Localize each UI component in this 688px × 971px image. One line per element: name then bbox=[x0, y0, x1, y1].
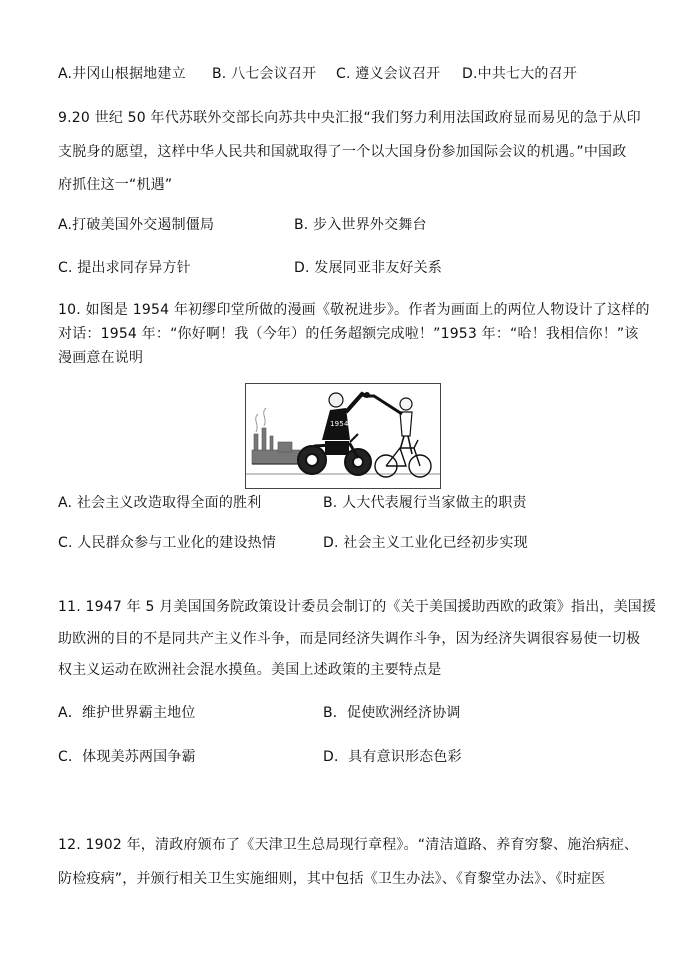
q11-option-c: C．体现美苏两国争霸 bbox=[58, 749, 196, 765]
motorcycle bbox=[298, 434, 371, 475]
cartoon-illustration bbox=[246, 384, 440, 488]
q10-stem-line-3: 漫画意在说明 bbox=[58, 350, 144, 366]
cartoon-figure bbox=[245, 383, 441, 489]
q12-stem-line-1: 12. 1902 年，清政府颁布了《天津卫生总局现行章程》。“清洁道路、养育穷黎、施治病症、 bbox=[58, 837, 639, 853]
q9-option-d: D. 发展同亚非友好关系 bbox=[294, 260, 443, 276]
q10-option-c: C. 人民群众参与工业化的建设热情 bbox=[58, 535, 277, 551]
q11-stem-line-1: 11. 1947 年 5 月美国国务院政策设计委员会制订的《关于美国援助西欧的政策》指出，美国援 bbox=[58, 599, 657, 615]
rider-label-1954: 1954 bbox=[330, 420, 349, 428]
q8-option-a: A.井冈山根据地建立 bbox=[58, 66, 186, 82]
q10-option-a: A. 社会主义改造取得全面的胜利 bbox=[58, 495, 262, 511]
q11-option-b: B．促使欧洲经济协调 bbox=[323, 705, 461, 721]
q9-option-b: B. 步入世界外交舞台 bbox=[294, 217, 427, 233]
q11-stem-line-2: 助欧洲的目的不是同共产主义作斗争，而是同经济失调作斗争，因为经济失调很容易使一切极 bbox=[58, 631, 641, 647]
q9-stem-line-1: 9.20 世纪 50 年代苏联外交部长向苏共中央汇报“我们努力利用法国政府显而易见的急于从印 bbox=[58, 110, 641, 126]
q10-option-b: B. 人大代表履行当家做主的职责 bbox=[323, 495, 527, 511]
q10-stem-line-2: 对话：1954 年：“你好啊！我（今年）的任务超额完成啦！”1953 年：“哈！我相信你！”该 bbox=[58, 326, 639, 342]
q10-option-d: D. 社会主义工业化已经初步实现 bbox=[323, 535, 528, 551]
q11-option-a: A．维护世界霸主地位 bbox=[58, 705, 196, 721]
q9-stem-line-2: 支脱身的愿望，这样中华人民共和国就取得了一个以大国身份参加国际会议的机遇。”中国政 bbox=[58, 144, 627, 160]
q9-stem-line-3: 府抓住这一“机遇” bbox=[58, 177, 173, 193]
q10-stem-line-1: 10. 如图是 1954 年初缪印堂所做的漫画《敬祝进步》。作者为画面上的两位人物设计了这样的 bbox=[58, 302, 650, 318]
bicycle bbox=[375, 440, 431, 477]
q11-stem-line-3: 权主义运动在欧洲社会混水摸鱼。美国上述政策的主要特点是 bbox=[58, 662, 442, 678]
q8-option-d: D.中共七大的召开 bbox=[462, 66, 578, 82]
q9-option-c: C. 提出求同存异方针 bbox=[58, 260, 191, 276]
cyclist-1953 bbox=[368, 396, 412, 454]
q11-option-d: D．具有意识形态色彩 bbox=[323, 749, 462, 765]
q8-option-c: C. 遵义会议召开 bbox=[336, 66, 441, 82]
handshake-mark bbox=[364, 392, 370, 398]
q12-stem-line-2: 防检疫病”，并颁行相关卫生实施细则，其中包括《卫生办法》、《育黎堂办法》、《时症医 bbox=[58, 871, 606, 887]
q8-option-b: B. 八七会议召开 bbox=[212, 66, 317, 82]
motorcyclist-1954 bbox=[322, 393, 366, 440]
q9-option-a: A.打破美国外交遏制僵局 bbox=[58, 217, 215, 233]
